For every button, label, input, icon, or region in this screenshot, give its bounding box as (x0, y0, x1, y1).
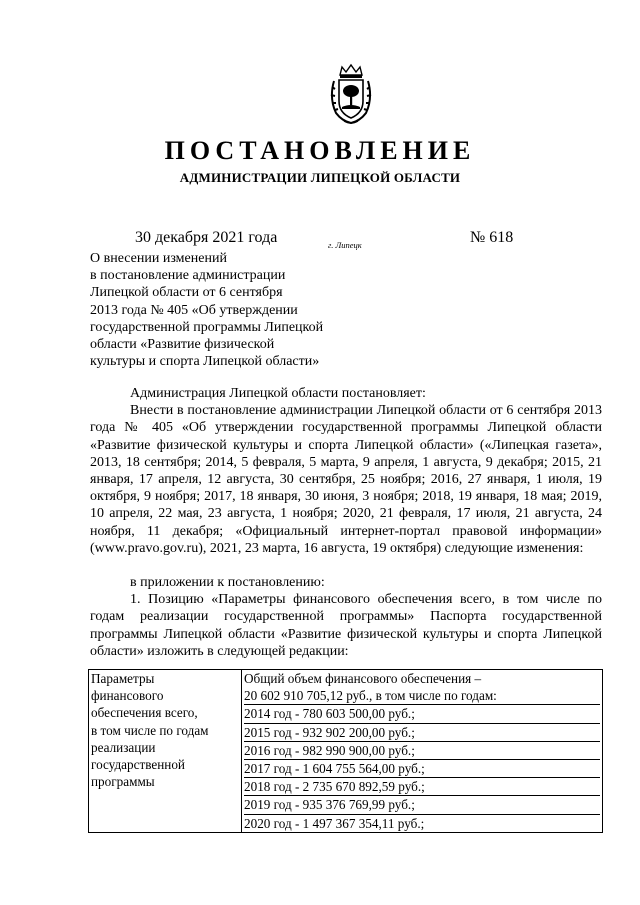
value-line: 2015 год - 932 902 200,00 руб.; (244, 724, 600, 742)
parameter-cell (89, 670, 242, 833)
coat-of-arms-icon (328, 63, 374, 125)
subject-line: области «Развитие физической (90, 337, 275, 353)
value-line: 20 602 910 705,12 руб., в том числе по годам: (244, 687, 600, 705)
value-cell (242, 670, 603, 833)
document-subtitle: АДМИНИСТРАЦИИ ЛИПЕЦКОЙ ОБЛАСТИ (179, 170, 461, 185)
preamble-paragraph: Администрация Липецкой области постановляет: (130, 386, 426, 401)
item-1-paragraph: 1. Позицию «Параметры финансового обеспечения всего, в том числе по годам реализации государственной программы» Паспорта государственной программы Липецкой области «Развитие физической культуры и спорта Липецкой области» изложить в следующей редакции: (90, 592, 602, 659)
parameter-line: Параметры (91, 671, 155, 686)
value-line: 2020 год - 1 497 367 354,11 руб.; (244, 815, 425, 831)
subject-line: 2013 года № 405 «Об утверждении (90, 302, 298, 318)
document-city: г. Липецк (328, 240, 362, 250)
parameter-line: обеспечения всего, (91, 705, 198, 721)
table-row (89, 670, 603, 833)
value-line: 2016 год - 982 990 900,00 руб.; (244, 742, 600, 760)
parameter-line: программы (91, 774, 155, 790)
subject-line: Липецкой области от 6 сентября (90, 285, 283, 301)
subject-block (90, 250, 380, 370)
document-title: ПОСТАНОВЛЕНИЕ (164, 136, 476, 165)
financing-table (88, 669, 603, 833)
parameter-line: государственной (91, 757, 185, 773)
value-line: Общий объем финансового обеспечения – (244, 671, 482, 686)
value-line: 2017 год - 1 604 755 564,00 руб.; (244, 760, 600, 778)
document-body (90, 385, 602, 660)
parameter-line: реализации (91, 739, 156, 755)
subject-line: в постановление администрации (90, 268, 286, 284)
annex-paragraph: в приложении к постановлению: (130, 575, 325, 591)
value-line: 2019 год - 935 376 769,99 руб.; (244, 796, 600, 814)
value-line: 2018 год - 2 735 670 892,59 руб.; (244, 778, 600, 796)
amendment-paragraph: Внести в постановление администрации Липецкой области от 6 сентября 2013 года № 405 «Об утверждении государственной программы Липецкой области «Развитие физической культуры и спорта Липецкой области» («Липецкая газета», 2013, 18 сентября; 2014, 5 февраля, 5 марта, 9 апреля, 1 августа, 9 декабря; 2015, 21 января, 17 апреля, 12 августа, 30 сентября, 25 ноября; 2016, 27 января, 1 июля, 19 октября, 9 ноября; 2017, 18 января, 30 июня, 3 ноября; 2018, 19 января, 18 мая; 2019, 10 апреля, 22 мая, 23 августа, 1 ноября; 2020, 21 февраля, 17 июля, 21 августа, 24 ноября, 11 декабря; «Официальный интернет-портал правовой информации» (www.pravo.gov.ru), 2021, 23 марта, 16 августа, 19 октября) следующие изменения: (90, 403, 602, 556)
document-number: № 618 (470, 229, 514, 246)
document-date: 30 декабря 2021 года (135, 229, 278, 246)
parameter-line: в том числе по годам (91, 722, 209, 738)
parameter-line: финансового (91, 688, 164, 704)
subject-line: государственной программы Липецкой (90, 319, 324, 335)
value-line: 2014 год - 780 603 500,00 руб.; (244, 705, 600, 723)
subject-line: О внесении изменений (90, 251, 227, 266)
subject-line: культуры и спорта Липецкой области» (90, 354, 320, 370)
